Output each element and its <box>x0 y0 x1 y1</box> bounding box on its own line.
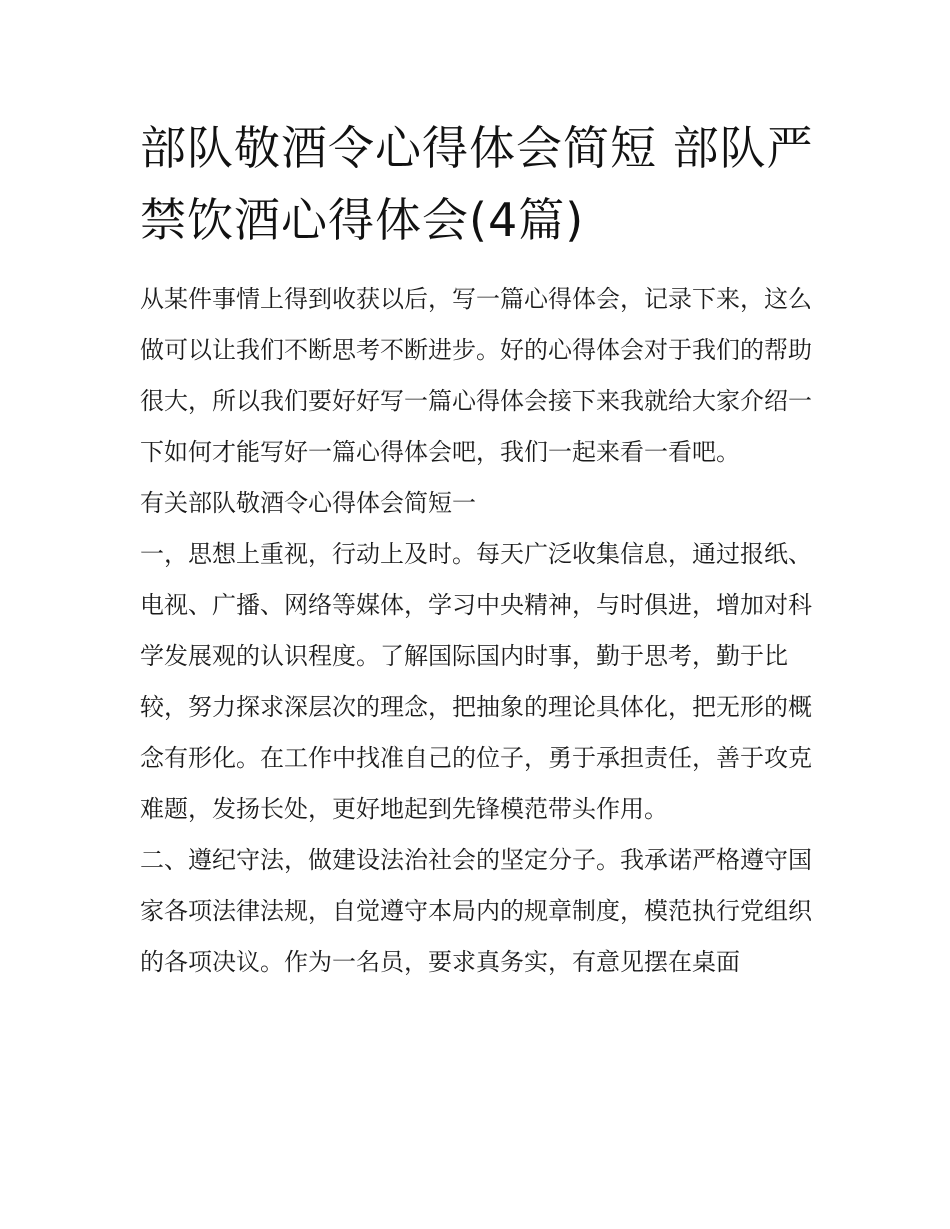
document-body <box>140 274 815 988</box>
body-paragraph-2: 二、遵纪守法，做建设法治社会的坚定分子。我承诺严格遵守国家各项法律法规，自觉遵守本局内的规章制度，模范执行党组织的各项决议。作为一名员，要求真务实，有意见摆在桌面 <box>140 846 812 976</box>
intro-paragraph: 从某件事情上得到收获以后，写一篇心得体会，记录下来，这么做可以让我们不断思考不断进步。好的心得体会对于我们的帮助很大，所以我们要好好写一篇心得体会接下来我就给大家介绍一下如何才能写好一篇心得体会吧，我们一起来看一看吧。 <box>140 285 812 466</box>
section-heading: 有关部队敬酒令心得体会简短一 <box>140 489 476 517</box>
body-paragraph-1: 一，思想上重视，行动上及时。每天广泛收集信息，通过报纸、电视、广播、网络等媒体，学习中央精神，与时俱进，增加对科学发展观的认识程度。了解国际国内时事，勤于思考，勤于比较，努力探求深层次的理念，把抽象的理论具体化，把无形的概念有形化。在工作中找准自己的位子，勇于承担责任，善于攻克难题，发扬长处，更好地起到先锋模范带头作用。 <box>140 540 812 823</box>
document-title: 部队敬酒令心得体会简短 部队严禁饮酒心得体会(4篇) <box>140 121 814 247</box>
